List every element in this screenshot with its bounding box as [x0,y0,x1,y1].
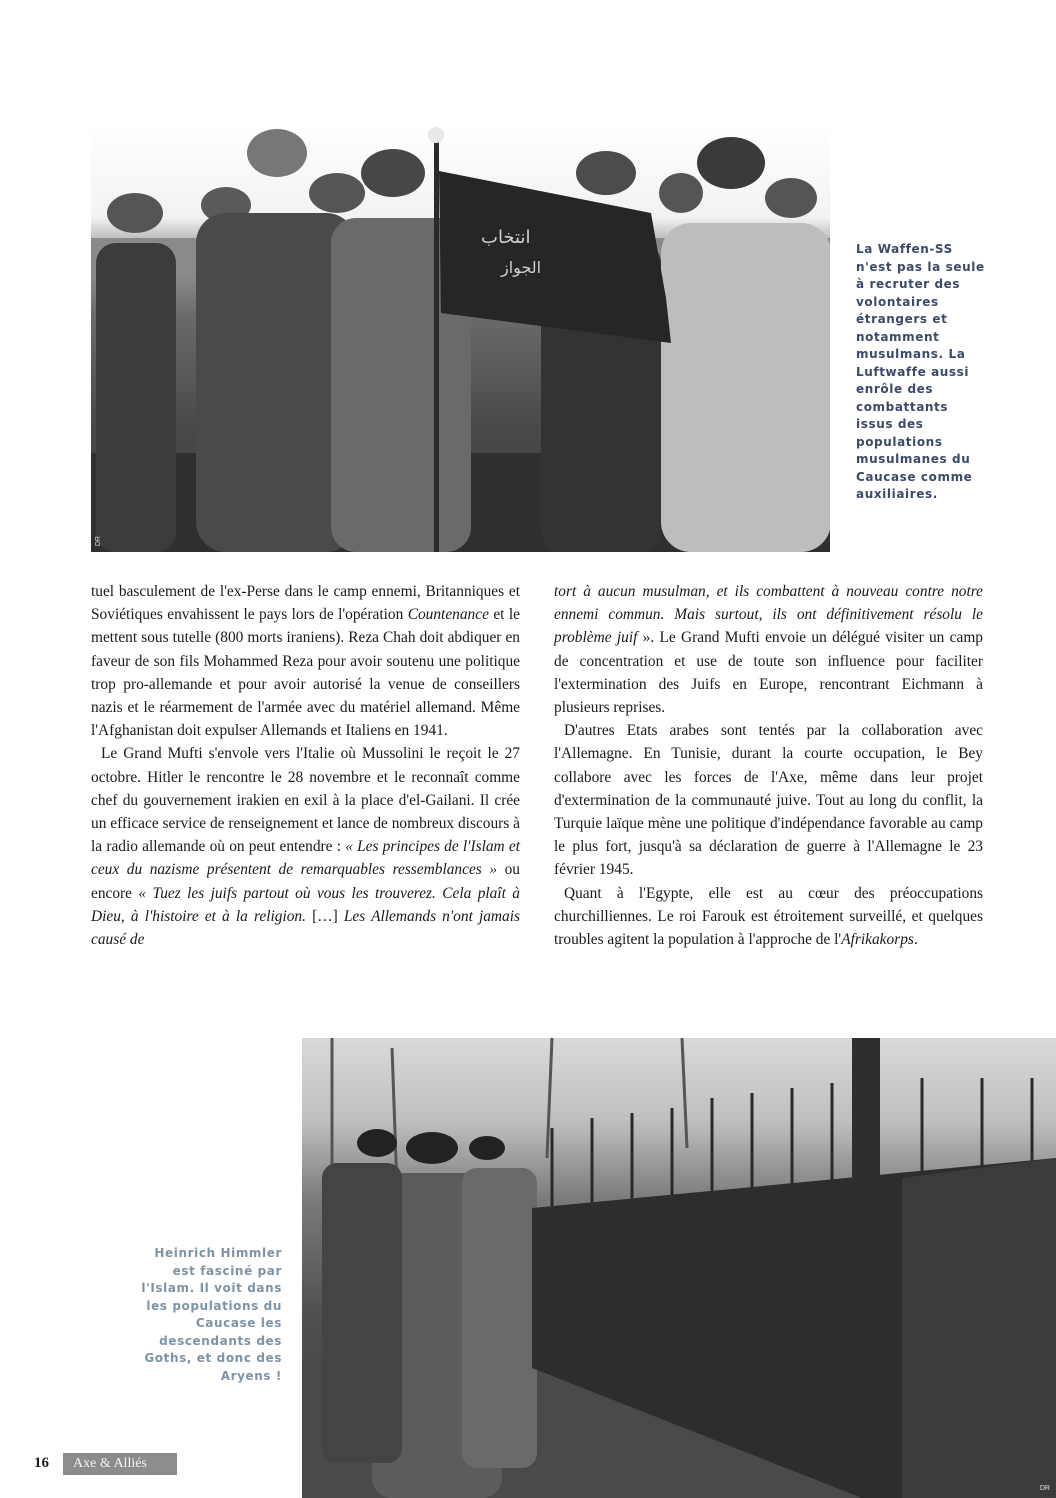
paragraph [554,882,983,952]
quote: « Les principes de l'Islam et ceux du nazisme présentent de remarquables ressemblances » [91,838,520,879]
caption-top-photo: La Waffen-SS n'est pas la seule à recruter des volontaires étrangers et notamment musulmans. La Luftwaffe aussi enrôle des combattants issus des populations musulmanes du Caucase comme auxiliaires. [856,242,985,501]
text-column-left [91,580,520,951]
paragraph: D'autres Etats arabes sont tentés par la collaboration avec l'Allemagne. En Tunisie, durant la courte occupation, le Bey collabore avec les forces de l'Axe, même dans leur projet d'extermination de la communauté juive. Tout au long du conflit, la Turquie laïque mène une politique d'indépendance favorable au camp le plus fort, jusqu'à sa déclaration de guerre à l'Allemagne le 23 février 1945. [554,722,983,879]
photo-soldiers-with-flag [91,123,830,552]
caption-bottom-photo: Heinrich Himmler est fasciné par l'Islam. Il voit dans les populations du Caucase les descendants des Goths, et donc des Aryens ! [141,1246,282,1383]
paragraph [91,742,520,951]
text-run: tuel basculement de l'ex-Perse dans le camp ennemi, Britanniques et Soviétiques envahissent le pays lors de l'opération [91,583,520,624]
photo-credit: DR [1039,1485,1050,1492]
text-run: et le mettent sous tutelle (800 morts iraniens). Reza Chah doit abdiquer en faveur de son fils Mohammed Reza pour avoir soutenu une politique trop pro-allemande et pour avoir autorisé la venue de conseillers nazis et le réarmement de l'armée avec du matériel allemand. Même l'Afghanistan doit expulser Allemands et Italiens en 1941. [91,606,520,740]
operation-name: Countenance [407,606,489,624]
unit-name: Afrikakorps [841,931,914,949]
photo-review-illustration [302,1038,1056,1498]
paragraph [554,580,983,719]
quote: tort à aucun musulman, et ils combattent à nouveau contre notre ennemi commun. Mais surtout, ils ont définitivement résolu le problème juif [554,583,983,647]
photo-soldiers-illustration [91,123,830,552]
text-run: . [913,931,918,949]
text-run: ou encore [91,861,520,902]
quote: Les Allemands n'ont jamais causé de [91,907,521,949]
text-column-right [554,580,983,951]
svg-text:ﺍﻧﺘﺨﺎﺏ: ﺍﻧﺘﺨﺎﺏ [481,227,531,248]
svg-text:ﺍﻟﺠﻮﺍﺯ: ﺍﻟﺠﻮﺍﺯ [501,258,542,277]
quote: « Tuez les juifs partout où vous les trouverez. Cela plaît à Dieu, à l'histoire et à la religion. [91,884,520,925]
page-number: 16 [34,1455,49,1471]
magazine-title: Axe & Alliés [63,1453,177,1475]
photo-himmler-review [302,1038,1056,1498]
text-run: ». Le Grand Mufti envoie un délégué visiter un camp de concentration et use de toute son influence pour faciliter l'extermination des Juifs en Europe, rencontrant Eichmann à plusieurs reprises. [554,629,983,717]
text-run: Le Grand Mufti s'envole vers l'Italie où Mussolini le reçoit le 27 octobre. Hitler le rencontre le 28 novembre et le reconnaît comme chef du gouvernement irakien en exil à la place d'el-Gailani. Il crée un efficace service de renseignement et lance de nombreux discours à la radio allemande où on peut entendre : [91,745,520,856]
text-run: […] [305,907,344,925]
photo-credit: DR [95,535,102,546]
paragraph [91,580,520,742]
text-run: Quant à l'Egypte, elle est au cœur des préoccupations churchilliennes. Le roi Farouk est étroitement surveillé, et quelques troubles agitent la population à l'approche de l' [554,884,983,949]
